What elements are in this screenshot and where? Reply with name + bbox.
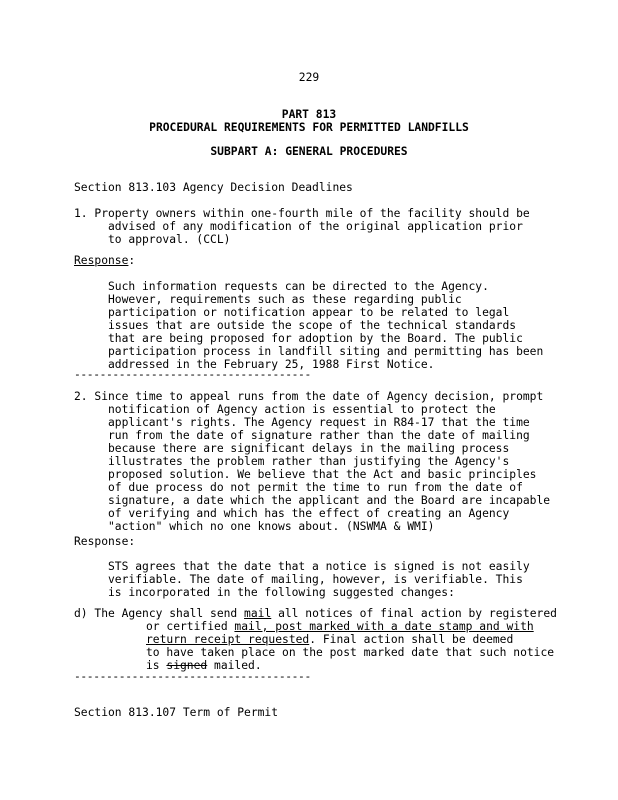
comment-1-line: 1. Property owners within one-fourth mile of the facility should be	[74, 207, 530, 220]
response-1-line: participation or notification appear to be related to legal	[108, 306, 510, 319]
response-2-line: STS agrees that the date that a notice is signed is not easily	[108, 560, 530, 573]
comment-2-line: signature, a date which the applicant and the Board are incapable	[108, 494, 551, 507]
suggested-change-line	[146, 620, 534, 633]
inserted-text: mail, post marked with a date stamp and with	[234, 620, 534, 633]
inserted-text: mail	[244, 607, 272, 620]
response-2-line: verifiable. The date of mailing, however, is verifiable. This	[108, 573, 523, 586]
response-1-line: Such information requests can be directed to the Agency.	[108, 280, 489, 293]
comment-2-line: proposed solution. We believe that the Act and basic principles	[108, 468, 537, 481]
comment-2-line: run from the date of signature rather than the date of mailing	[108, 429, 530, 442]
divider-line: -------------------------------------	[74, 670, 311, 683]
section-heading-813-103: Section 813.103 Agency Decision Deadlines	[74, 181, 353, 194]
suggested-change-text: mailed.	[207, 659, 262, 672]
suggested-change-text: or certified	[146, 620, 235, 633]
response-2-line: is incorporated in the following suggested changes:	[108, 586, 455, 599]
section-heading-813-107: Section 813.107 Term of Permit	[74, 706, 279, 719]
comment-1-line: advised of any modification of the original application prior	[108, 220, 523, 233]
response-1-line: addressed in the February 25, 1988 First Notice.	[108, 358, 435, 371]
response-1-line: participation process in landfill siting and permitting has been	[108, 345, 544, 358]
comment-1-line: to approval. (CCL)	[108, 233, 231, 246]
suggested-change-line	[74, 607, 557, 620]
part-subtitle: PROCEDURAL REQUIREMENTS FOR PERMITTED LANDFILLS	[149, 121, 469, 134]
response-1-colon: :	[128, 254, 136, 267]
response-2-label: Response:	[74, 535, 136, 548]
response-1-line: However, requirements such as these regarding public	[108, 293, 462, 306]
comment-2-line: notification of Agency action is essential to protect the	[108, 403, 496, 416]
page-number: 229	[298, 71, 320, 84]
response-1-label: Response	[74, 254, 129, 267]
comment-2-line: of verifying and which has the effect of creating an Agency	[108, 507, 510, 520]
comment-2-line: of due process do not permit the time to run from the date of	[108, 481, 523, 494]
divider-line: -------------------------------------	[74, 368, 311, 381]
suggested-change-text: is	[146, 659, 167, 672]
suggested-change-text: all notices of final action by registered	[271, 607, 557, 620]
suggested-change-text: . Final action shall be deemed	[309, 633, 514, 646]
comment-2-line: "action" which no one knows about. (NSWMA & WMI)	[108, 520, 435, 533]
suggested-change-text: d) The Agency shall send	[74, 607, 245, 620]
response-1-heading	[74, 254, 135, 267]
comment-2-line: 2. Since time to appeal runs from the date of Agency decision, prompt	[74, 390, 544, 403]
part-title: PART 813	[281, 108, 337, 121]
suggested-change-line: to have taken place on the post marked date that such notice	[146, 646, 555, 659]
comment-2-line: because there are significant delays in the mailing process	[108, 442, 510, 455]
comment-2-line: illustrates the problem rather than justifying the Agency's	[108, 455, 510, 468]
response-1-line: issues that are outside the scope of the technical standards	[108, 319, 517, 332]
inserted-text: return receipt requested	[146, 633, 310, 646]
subpart-title: SUBPART A: GENERAL PROCEDURES	[210, 145, 408, 158]
comment-2-line: applicant's rights. The Agency request in R84-17 that the time	[108, 416, 530, 429]
response-1-line: that are being proposed for adoption by the Board. The public	[108, 332, 523, 345]
suggested-change-line	[146, 633, 513, 646]
deleted-text: signed	[166, 659, 208, 672]
